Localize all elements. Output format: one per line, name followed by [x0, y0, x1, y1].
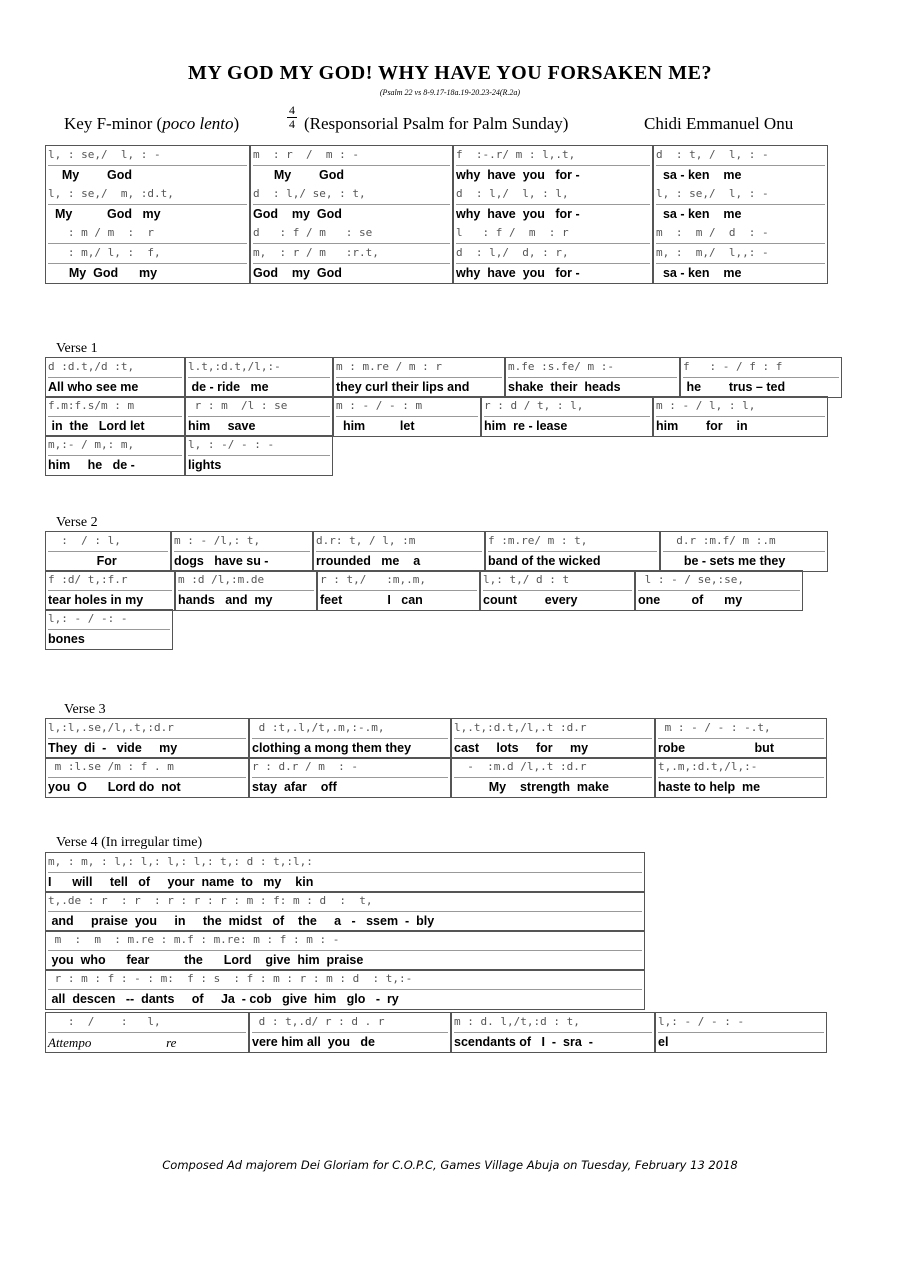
phrase: m, : m, : l,: l,: l,: l,: t,: d : t,:l,: I will tell of your name to my kin [45, 852, 645, 893]
measure: l, : -/ - : - lights [185, 435, 333, 476]
refrain-measure: f :-.r/ m : l,.t, why have you for - d : l,/ l, : l, why have you for - l : f / m : r d : l,/ d, : r, why have you for - [453, 145, 653, 284]
measure: m :d /l,:m.de hands and my [175, 570, 317, 611]
key-line [64, 104, 844, 144]
occasion: (Responsorial Psalm for Palm Sunday) [304, 114, 569, 133]
verse-4-label: Verse 4 (In irregular time) [56, 835, 203, 850]
page-title: MY GOD MY GOD! WHY HAVE YOU FORSAKEN ME? [187, 62, 713, 84]
measure: m : - / - : -.t, robe but [655, 718, 827, 759]
verse-4-line [45, 891, 645, 932]
verse-1-row [45, 357, 842, 398]
tempo-marking: poco lento [162, 114, 234, 133]
measure: l,: - / -: - bones [45, 609, 173, 650]
measure: m : d. l,/t,:d : t, scendants of I - sra - [451, 1012, 655, 1053]
verse-1-row [45, 435, 333, 476]
verse-2-label: Verse 2 [56, 515, 98, 530]
footer-dedication: Composed Ad majorem Dei Gloriam for C.O.P.C, Games Village Abuja on Tuesday, February 13 2018 [162, 1158, 738, 1172]
verse-3-label: Verse 3 [64, 702, 106, 717]
measure: d :t,.l,/t,.m,:-.m, clothing a mong them they [249, 718, 451, 759]
measure: m.fe :s.fe/ m :- shake their heads [505, 357, 680, 398]
measure: m : - / - : m him let [333, 396, 481, 437]
refrain-measure: d : t, / l, : - sa - ken me l, : se,/ l, : - sa - ken me m : m / d : - m, : m,/ l,,: - sa - ken me [653, 145, 828, 284]
refrain-measure: l, : se,/ l, : - My God l, : se,/ m, :d.t, My God my : m / m : r : m,/ l, : f, My God my [45, 145, 250, 284]
measure: l,: - / - : - el [655, 1012, 827, 1053]
measure: f.m:f.s/m : m in the Lord let [45, 396, 185, 437]
measure: m : - /l,: t, dogs have su - [171, 531, 313, 572]
measure: l : - / se,:se, one of my [635, 570, 803, 611]
measure: : / : l, Attempo re [45, 1012, 249, 1053]
verse-4-line [45, 969, 645, 1010]
verse-3-row [45, 718, 827, 759]
measure: m :l.se /m : f . m you O Lord do not [45, 757, 249, 798]
verse-4-final-row [45, 1012, 827, 1053]
measure: r : d.r / m : - stay afar off [249, 757, 451, 798]
measure: m : - / l, : l, him for in [653, 396, 828, 437]
verse-1-row [45, 396, 828, 437]
measure: m,:- / m,: m, him he de - [45, 435, 185, 476]
measure: : / : l, For [45, 531, 171, 572]
refrain-measure: m : r / m : - My God d : l,/ se, : t, God my God d : f / m : se m, : r / m :r.t, God my God [250, 145, 453, 284]
measure: l,:l,.se,/l,.t,:d.r They di - vide my [45, 718, 249, 759]
measure: r : m /l : se him save [185, 396, 333, 437]
phrase: r : m : f : - : m: f : s : f : m : r : m : d : t,:- all descen -- dants of Ja - cob give him glo - ry [45, 969, 645, 1010]
measure: f :m.re/ m : t, band of the wicked [485, 531, 660, 572]
verse-2-row [45, 570, 803, 611]
measure: d.r: t, / l, :m rrounded me a [313, 531, 485, 572]
verse-4-line [45, 852, 645, 893]
measure: d.r :m.f/ m :.m be - sets me they [660, 531, 828, 572]
measure: m : m.re / m : r they curl their lips and [333, 357, 505, 398]
key-signature: Key F-minor (poco lento) [64, 114, 240, 133]
time-signature: 4 4 [289, 103, 295, 131]
measure: r : t,/ :m,.m, feet I can [317, 570, 480, 611]
phrase: m : m : m.re : m.f : m.re: m : f : m : - you who fear the Lord give him praise [45, 930, 645, 971]
verse-3-row [45, 757, 827, 798]
measure: t,.m,:d.t,/l,:- haste to help me [655, 757, 827, 798]
measure: - :m.d /l,.t :d.r My strength make [451, 757, 655, 798]
verse-2-row [45, 609, 173, 650]
phrase: t,.de : r : r : r : r : r : m : f: m : d : t, and praise you in the midst of the a - ssem - bly [45, 891, 645, 932]
measure: f :d/ t,:f.r tear holes in my [45, 570, 175, 611]
verse-1-label: Verse 1 [56, 341, 98, 356]
scripture-reference: (Psalm 22 vs 8-9.17-18a.19-20.23-24(R.2a) [379, 88, 521, 97]
measure: d :d.t,/d :t, All who see me [45, 357, 185, 398]
refrain-block [45, 145, 828, 284]
measure: l,.t,:d.t,/l,.t :d.r cast lots for my [451, 718, 655, 759]
measure: l.t,:d.t,/l,:- de - ride me [185, 357, 333, 398]
measure: d : t,.d/ r : d . r vere him all you de [249, 1012, 451, 1053]
verse-2-row [45, 531, 828, 572]
measure: r : d / t, : l, him re - lease [481, 396, 653, 437]
verse-4-line [45, 930, 645, 971]
measure: f : - / f : f he trus – ted [680, 357, 842, 398]
measure: l,: t,/ d : t count every [480, 570, 635, 611]
composer: Chidi Emmanuel Onu [644, 114, 794, 133]
